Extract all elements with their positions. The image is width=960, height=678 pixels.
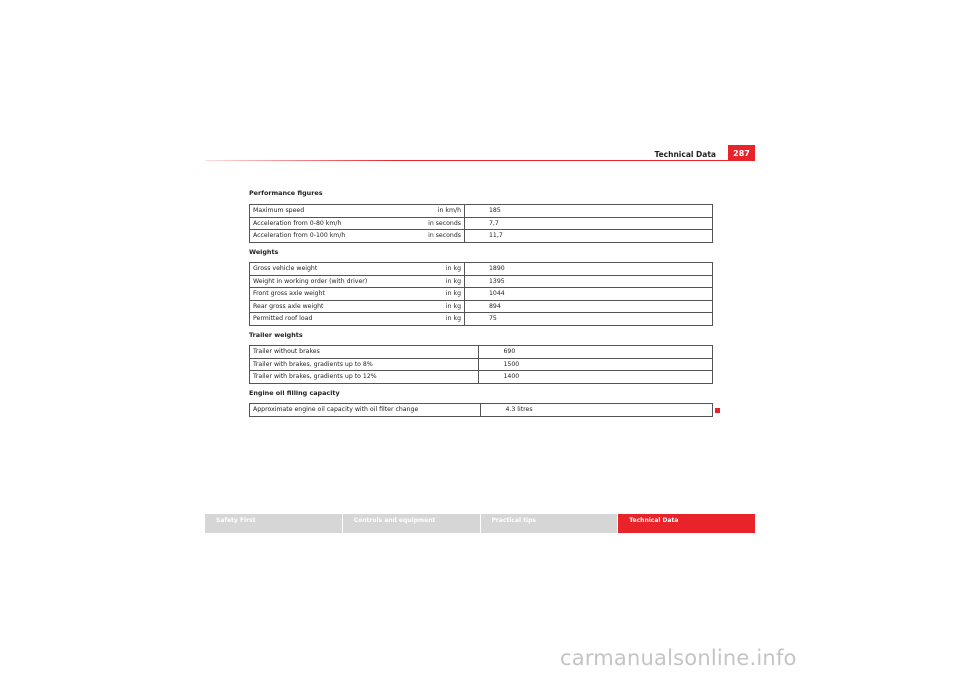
trailer-heading: Trailer weights bbox=[249, 331, 303, 339]
performance-table bbox=[249, 204, 713, 243]
tab-controls-and-equipment[interactable]: Controls and equipment bbox=[343, 514, 480, 533]
trailer-table bbox=[249, 345, 713, 384]
table-row bbox=[250, 263, 713, 276]
table-row bbox=[250, 275, 713, 288]
row-value: 1395 bbox=[465, 275, 713, 288]
row-label: Acceleration from 0-80 km/h bbox=[250, 217, 399, 230]
row-unit: in km/h bbox=[398, 205, 465, 218]
row-label: Trailer with brakes, gradients up to 12% bbox=[250, 371, 479, 384]
row-label: Front gross axle weight bbox=[250, 288, 399, 301]
row-label: Weight in working order (with driver) bbox=[250, 275, 399, 288]
row-unit: in kg bbox=[398, 275, 465, 288]
row-label: Rear gross axle weight bbox=[250, 300, 399, 313]
tab-safety-first[interactable]: Safety First bbox=[205, 514, 342, 533]
row-value: 1500 bbox=[479, 358, 713, 371]
table-row bbox=[250, 300, 713, 313]
row-label: Maximum speed bbox=[250, 205, 399, 218]
engine-oil-heading: Engine oil filling capacity bbox=[249, 389, 340, 397]
footer-chapter-tabs bbox=[205, 514, 755, 533]
row-value: 185 bbox=[465, 205, 713, 218]
row-value: 894 bbox=[465, 300, 713, 313]
row-value: 690 bbox=[479, 346, 713, 359]
row-value: 11,7 bbox=[465, 230, 713, 243]
table-row bbox=[250, 404, 713, 417]
row-label: Trailer without brakes bbox=[250, 346, 479, 359]
table-row bbox=[250, 205, 713, 218]
row-label: Acceleration from 0-100 km/h bbox=[250, 230, 399, 243]
row-value: 7,7 bbox=[465, 217, 713, 230]
performance-heading: Performance figures bbox=[249, 189, 323, 197]
tab-technical-data[interactable]: Technical Data bbox=[618, 514, 755, 533]
row-unit: in kg bbox=[398, 313, 465, 326]
table-row bbox=[250, 313, 713, 326]
row-label: Approximate engine oil capacity with oil filter change bbox=[250, 404, 481, 417]
section-end-marker bbox=[715, 408, 720, 413]
row-unit: in seconds bbox=[398, 230, 465, 243]
row-value: 1044 bbox=[465, 288, 713, 301]
page-number-badge: 287 bbox=[728, 145, 755, 161]
tab-practical-tips[interactable]: Practical tips bbox=[481, 514, 618, 533]
row-value: 1890 bbox=[465, 263, 713, 276]
row-unit: in kg bbox=[398, 300, 465, 313]
watermark: carmanualsonline.info bbox=[560, 646, 797, 670]
row-unit: in kg bbox=[398, 263, 465, 276]
table-row bbox=[250, 346, 713, 359]
row-value: 1400 bbox=[479, 371, 713, 384]
engine-oil-table bbox=[249, 403, 713, 417]
row-unit: in seconds bbox=[398, 217, 465, 230]
table-row bbox=[250, 217, 713, 230]
row-value: 4.3 litres bbox=[481, 404, 713, 417]
header-divider bbox=[205, 160, 755, 161]
table-row bbox=[250, 230, 713, 243]
row-label: Gross vehicle weight bbox=[250, 263, 399, 276]
page-title: Technical Data bbox=[654, 150, 716, 159]
weights-table bbox=[249, 262, 713, 326]
row-label: Trailer with brakes, gradients up to 8% bbox=[250, 358, 479, 371]
table-row bbox=[250, 358, 713, 371]
table-row bbox=[250, 371, 713, 384]
row-label: Permitted roof load bbox=[250, 313, 399, 326]
row-unit: in kg bbox=[398, 288, 465, 301]
row-value: 75 bbox=[465, 313, 713, 326]
table-row bbox=[250, 288, 713, 301]
weights-heading: Weights bbox=[249, 248, 279, 256]
